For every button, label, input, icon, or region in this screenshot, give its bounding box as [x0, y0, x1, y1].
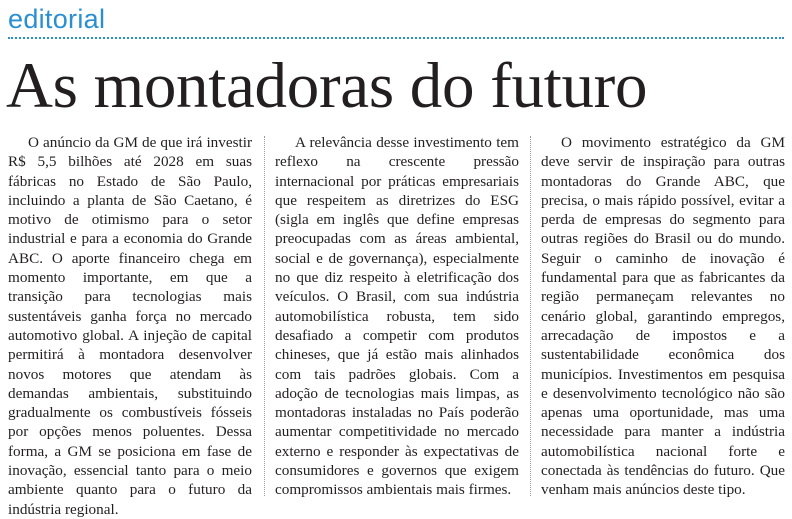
- page-title: As montadoras do futuro: [6, 50, 648, 122]
- article-column-3: [541, 133, 785, 500]
- column-divider: [264, 136, 265, 496]
- article-paragraph: A relevância desse investimento tem reflexo na crescente pressão internacional por práticas empresariais que respeitem as diretrizes do ESG (sigla em inglês que define empresas preocupadas com as áreas ambiental, social e de governança), especialmente no que diz respeito à eletrificação dos veículos. O Brasil, com sua indústria automobilística robusta, tem sido desafiado a competir com produtos chineses, que já estão mais alinhados com tais padrões globais. Com a adoção de tecnologias mais limpas, as montadoras instaladas no País poderão aumentar competitividade no mercado externo e responder às expectativas de consumidores e governos que exigem compromissos ambientais mais firmes.: [275, 134, 519, 499]
- section-divider: [8, 37, 784, 39]
- column-divider: [530, 136, 531, 496]
- article-paragraph: O movimento estratégico da GM deve servir de inspiração para outras montadoras do Grande ABC, que precisa, o mais rápido possível, evitar a perda de empresas do segmento para outras regiões do Brasil ou do mundo. Seguir o caminho de inovação é fundamental para que as fabricantes da região permaneçam relevantes no cenário global, garantindo empregos, arrecadação de impostos e a sustentabilidade econômica dos municípios. Investimentos em pesquisa e desenvolvimento tecnológico não são apenas uma oportunidade, mas uma necessidade para manter a indústria automobilística nacional forte e conectada às tendências do futuro. Que venham mais anúncios deste tipo.: [541, 134, 785, 499]
- article-column-2: [275, 133, 519, 500]
- article-paragraph: O anúncio da GM de que irá investir R$ 5,5 bilhões até 2028 em suas fábricas no Estado de São Paulo, incluindo a planta de São Caetano, é motivo de otimismo para o setor industrial e para a economia do Grande ABC. O aporte financeiro chega em momento importante, em que a transição para tecnologias mais sustentáveis ganha força no mercado automotivo global. A injeção de capital permitirá à montadora desenvolver novos motores que atendam às demandas ambientais, substituindo gradualmente os combustíveis fósseis por opções menos poluentes. Dessa forma, a GM se posiciona em fase de inovação, essencial tanto para o meio ambiente quanto para o futuro da indústria regional.: [8, 134, 252, 518]
- article-column-1: [8, 133, 252, 519]
- section-label: editorial: [8, 4, 106, 34]
